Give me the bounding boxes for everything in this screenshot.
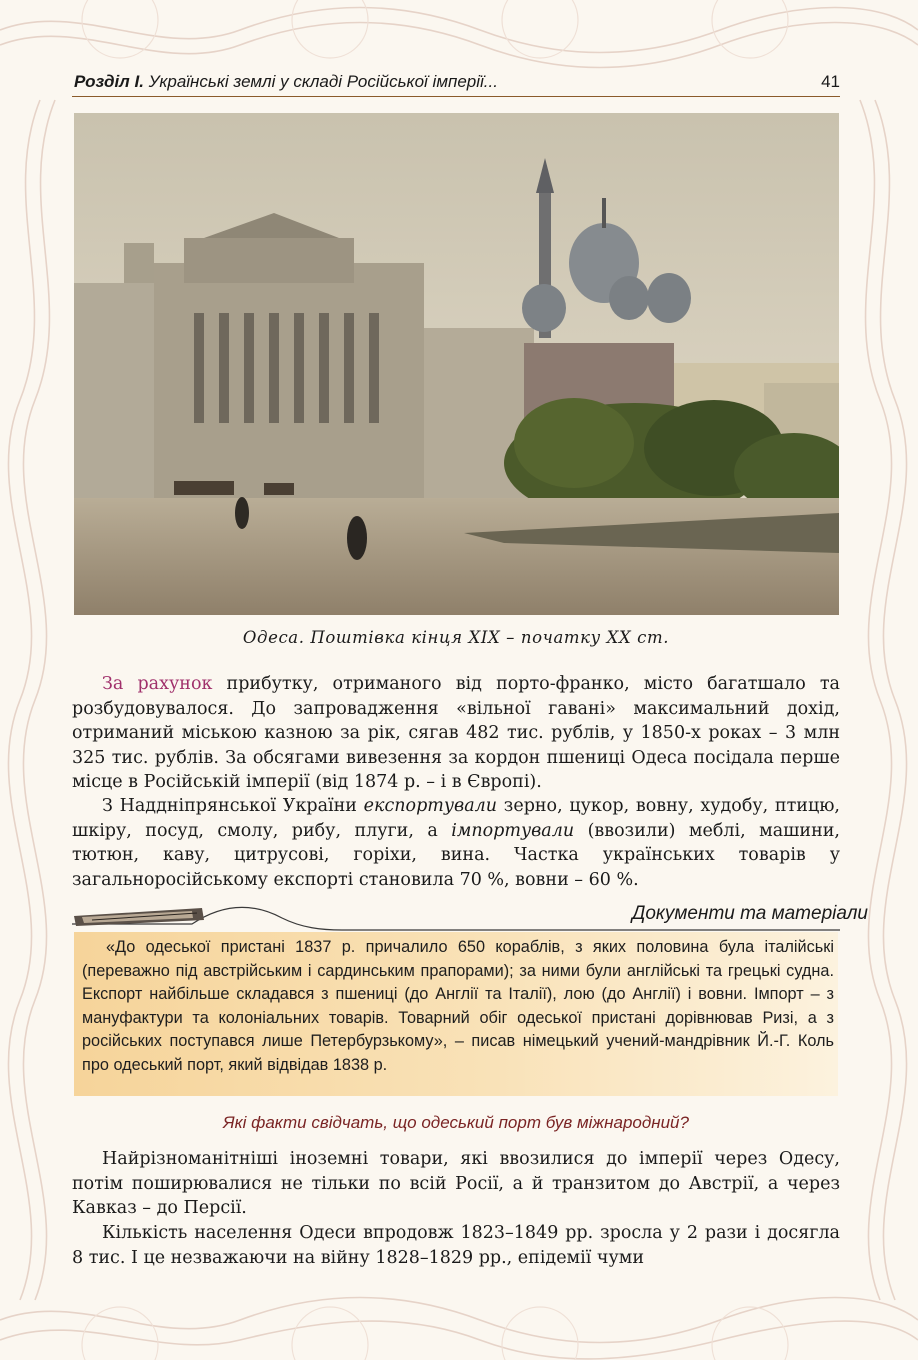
term-export: експортували: [363, 796, 498, 816]
section-title: Українські землі у складі Російської імперії...: [148, 72, 498, 91]
documents-heading: Документи та матеріали: [631, 903, 868, 924]
paragraph-1-text: прибутку, отриманого від порто-франко, місто багатшало та розбудовувалося. До запровадження «вільної гавані» максимальний дохід, отриманий міською казною за рік, сягав 482 тис. рублів, у 1850-х роках – 3 млн 325 тис. рублів. За обсягами вивезення за кордон пшениці Одеса посідала перше місце в Російській імперії (від 1874 р. – і в Європі).: [72, 674, 840, 793]
chapter-title: [74, 72, 498, 92]
paragraph-2-part3: (ввозили) меблі, машини, тютюн, каву, цитрусові, горіхи, вина. Частка українських товарів у загальноросійському експорті становила 70 %, вовни – 60 %.: [72, 820, 840, 890]
section-label: Розділ I.: [74, 72, 144, 91]
paragraph-2-part2: зерно, цукор, вовну, худобу, птицю, шкіру, посуд, смолу, рибу, плуги, а: [72, 796, 840, 841]
paragraph-4: [72, 1221, 840, 1270]
photo-caption: Одеса. Поштівка кінця XIX – початку XX ст.: [242, 628, 670, 647]
paragraph-3-text: Найрізноманітніші іноземні товари, які ввозилися до імперії через Одесу, потім поширювалися не тільки по всій Росії, а й транзитом до Австрії, а через Кавказ – до Персії.: [72, 1149, 840, 1219]
highlight-term: За рахунок: [102, 674, 213, 694]
page-header: [72, 68, 840, 97]
paragraph-1: [72, 672, 840, 795]
term-import: імпортували: [451, 820, 575, 841]
documents-quote-text: «До одеської пристані 1837 р. причалило 650 кораблів, з яких половина була італійські (переважно під австрійським і сардинським прапорами); за ними були англійські та грецькі судна. Експорт найбільше складався з пшениці (до Англії та Італії), лою (до Англії) і вовни. Імпорт – з мануфактури та колоніальних товарів. Товарний обіг одеської пристані дорівнював Ризі, а з російських поступався лише Петербурзькому», – писав німецький учений-мандрівник Й.-Г. Коль про одеський порт, який відвідав 1838 р.: [82, 938, 834, 1074]
paragraph-4-text: Кількість населення Одеси впродовж 1823–1849 рр. зросла у 2 рази і досягла 8 тис. І це незважаючи на війну 1828–1829 рр., епідемії чуми: [72, 1223, 840, 1268]
documents-quote: [82, 936, 834, 1077]
quill-pen-icon: [74, 908, 204, 926]
paragraph-2: [72, 794, 840, 892]
review-question: Які факти свідчать, що одеський порт був міжнародний?: [223, 1113, 689, 1132]
paragraph-2-part1: З Наддніпрянської України: [102, 796, 364, 816]
page-number: 41: [821, 72, 840, 91]
odesa-postcard-photo: [74, 113, 839, 615]
paragraph-3: [72, 1147, 840, 1221]
